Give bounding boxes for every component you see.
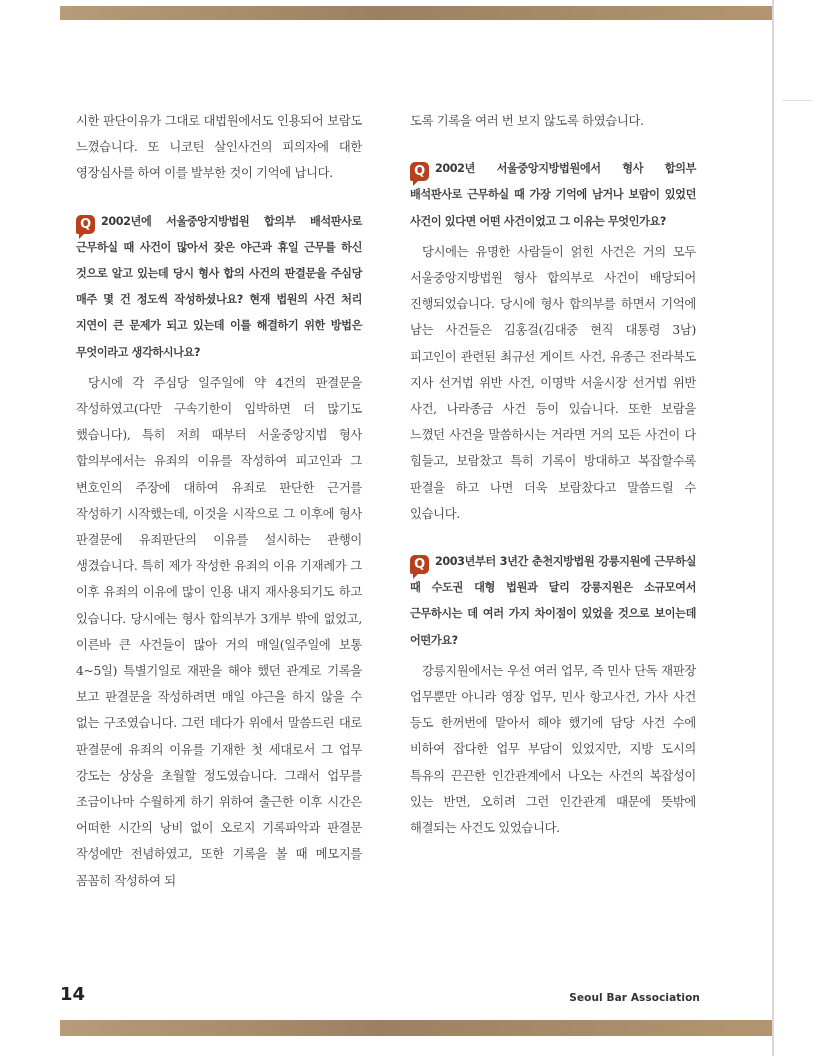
- question-text: [410, 549, 696, 654]
- question-badge-icon: Q: [76, 215, 95, 234]
- question-2: 2002년 서울중앙지방법원에서 형사 합의부 배석판사로 근무하실 때 가장 기억에 남거나 보람이 있었던 사건이 있다면 어떤 사건이었고 그 이유는 무엇인가요?: [410, 162, 696, 228]
- question-text: [76, 209, 362, 366]
- right-column: [410, 108, 696, 841]
- question-3: 2003년부터 3년간 춘천지방법원 강릉지원에 근무하실 때 수도권 대형 법원과 달리 강릉지원은 소규모여서 근무하시는 데 여러 가지 차이점이 있었을 것으로 보이는데 어떤가요?: [410, 555, 696, 647]
- question-block-1: [76, 209, 362, 366]
- question-1: 2002년에 서울중앙지방법원 합의부 배석판사로 근무하실 때 사건이 많아서 잦은 야근과 휴일 근무를 하신 것으로 알고 있는데 당시 형사 합의 사건의 판결문을 주심당 매주 몇 건 정도씩 작성하셨나요? 현재 법원의 사건 처리 지연이 큰 문제가 되고 있는데 이를 해결하기 위한 방법은 무엇이라고 생각하시나요?: [76, 214, 362, 359]
- answer-paragraph-1: 당시에 각 주심당 일주일에 약 4건의 판결문을 작성하였고(다만 구속기한이 임박하면 더 많기도 했습니다), 특히 저희 때부터 서울중앙지법 형사 합의부에서는 유죄의 이유를 작성하여 피고인과 그 변호인의 주장에 대하여 유죄로 판단한 근거를 작성하기 시작했는데, 이것을 시작으로 그 이후에 형사 판결문에 유죄판단의 이유를 설시하는 관행이 생겼습니다. 특히 제가 작성한 유죄의 이유 기재례가 그 이후 유죄의 이유에 많이 인용 내지 재사용되기도 하고 있습니다. 당시에는 형사 합의부가 3개부 밖에 없었고, 이른바 큰 사건들이 많아 거의 매일(일주일에 보통 4~5일) 특별기일로 재판을 해야 했던 관계로 기록을 보고 판결문을 작성하려면 매일 야근을 하지 않을 수 없는 구조였습니다. 그런 데다가 위에서 말씀드린 대로 판결문에 유죄의 이유를 기재한 첫 세대로서 그 업무 강도는 상상을 초월할 정도였습니다. 그래서 업무를 조금이나마 수월하게 하기 위하여 출근한 이후 시간은 어떠한 시간의 낭비 없이 오로지 기록파악과 판결문 작성에만 전념하였고, 또한 기록을 볼 때 메모지를 꼼꼼히 작성하여 되: [76, 375, 362, 888]
- question-badge-icon: Q: [410, 555, 429, 574]
- answer-paragraph-2: 당시에는 유명한 사람들이 얽힌 사건은 거의 모두 서울중앙지방법원 형사 합의부로 사건이 배당되어 진행되었습니다. 당시에 형사 합의부를 하면서 기억에 남는 사건들은 김홍걸(김대중 현직 대통령 3남) 피고인이 관련된 최규선 게이트 사건, 유종근 전라북도 지사 선거법 위반 사건, 이명박 서울시장 선거법 위반 사건, 나라종금 사건 등이 있습니다. 또한 보람을 느꼈던 사건을 말씀하시는 거라면 거의 모든 사건이 다 힘들고, 보람찼고 특히 기록이 방대하고 복잡할수록 판결을 하고 나면 더욱 보람찼다고 말씀드릴 수 있습니다.: [410, 244, 696, 521]
- page-edge: [772, 0, 774, 1056]
- publication-name: Seoul Bar Association: [569, 992, 700, 1004]
- question-badge-icon: Q: [410, 162, 429, 181]
- edge-mark: [782, 100, 812, 101]
- continued-paragraph: 시한 판단이유가 그대로 대법원에서도 인용되어 보람도 느꼈습니다. 또 니코틴 살인사건의 피의자에 대한 영장심사를 하여 이를 발부한 것이 기억에 납니다.: [76, 114, 362, 181]
- question-block-3: [410, 549, 696, 654]
- answer-paragraph-3: 강릉지원에서는 우선 여러 업무, 즉 민사 단독 재판장 업무뿐만 아니라 영장 업무, 민사 항고사건, 가사 사건 등도 한꺼번에 맡아서 해야 했기에 담당 사건 수에 비하여 잡다한 업무 부담이 있었지만, 지방 도시의 특유의 끈끈한 인간관계에서 나오는 사건의 복잡성이 있는 반면, 오히려 그런 인간관계 때문에 뜻밖에 해결되는 사건도 있었습니다.: [410, 663, 696, 836]
- continued-paragraph-right: 도록 기록을 여러 번 보지 않도록 하였습니다.: [410, 114, 644, 128]
- question-text: [410, 156, 696, 235]
- page-number: 14: [60, 984, 86, 1005]
- question-block-2: [410, 156, 696, 235]
- left-column: [76, 108, 362, 894]
- top-decorative-band: [60, 6, 772, 20]
- bottom-decorative-band: [60, 1020, 772, 1036]
